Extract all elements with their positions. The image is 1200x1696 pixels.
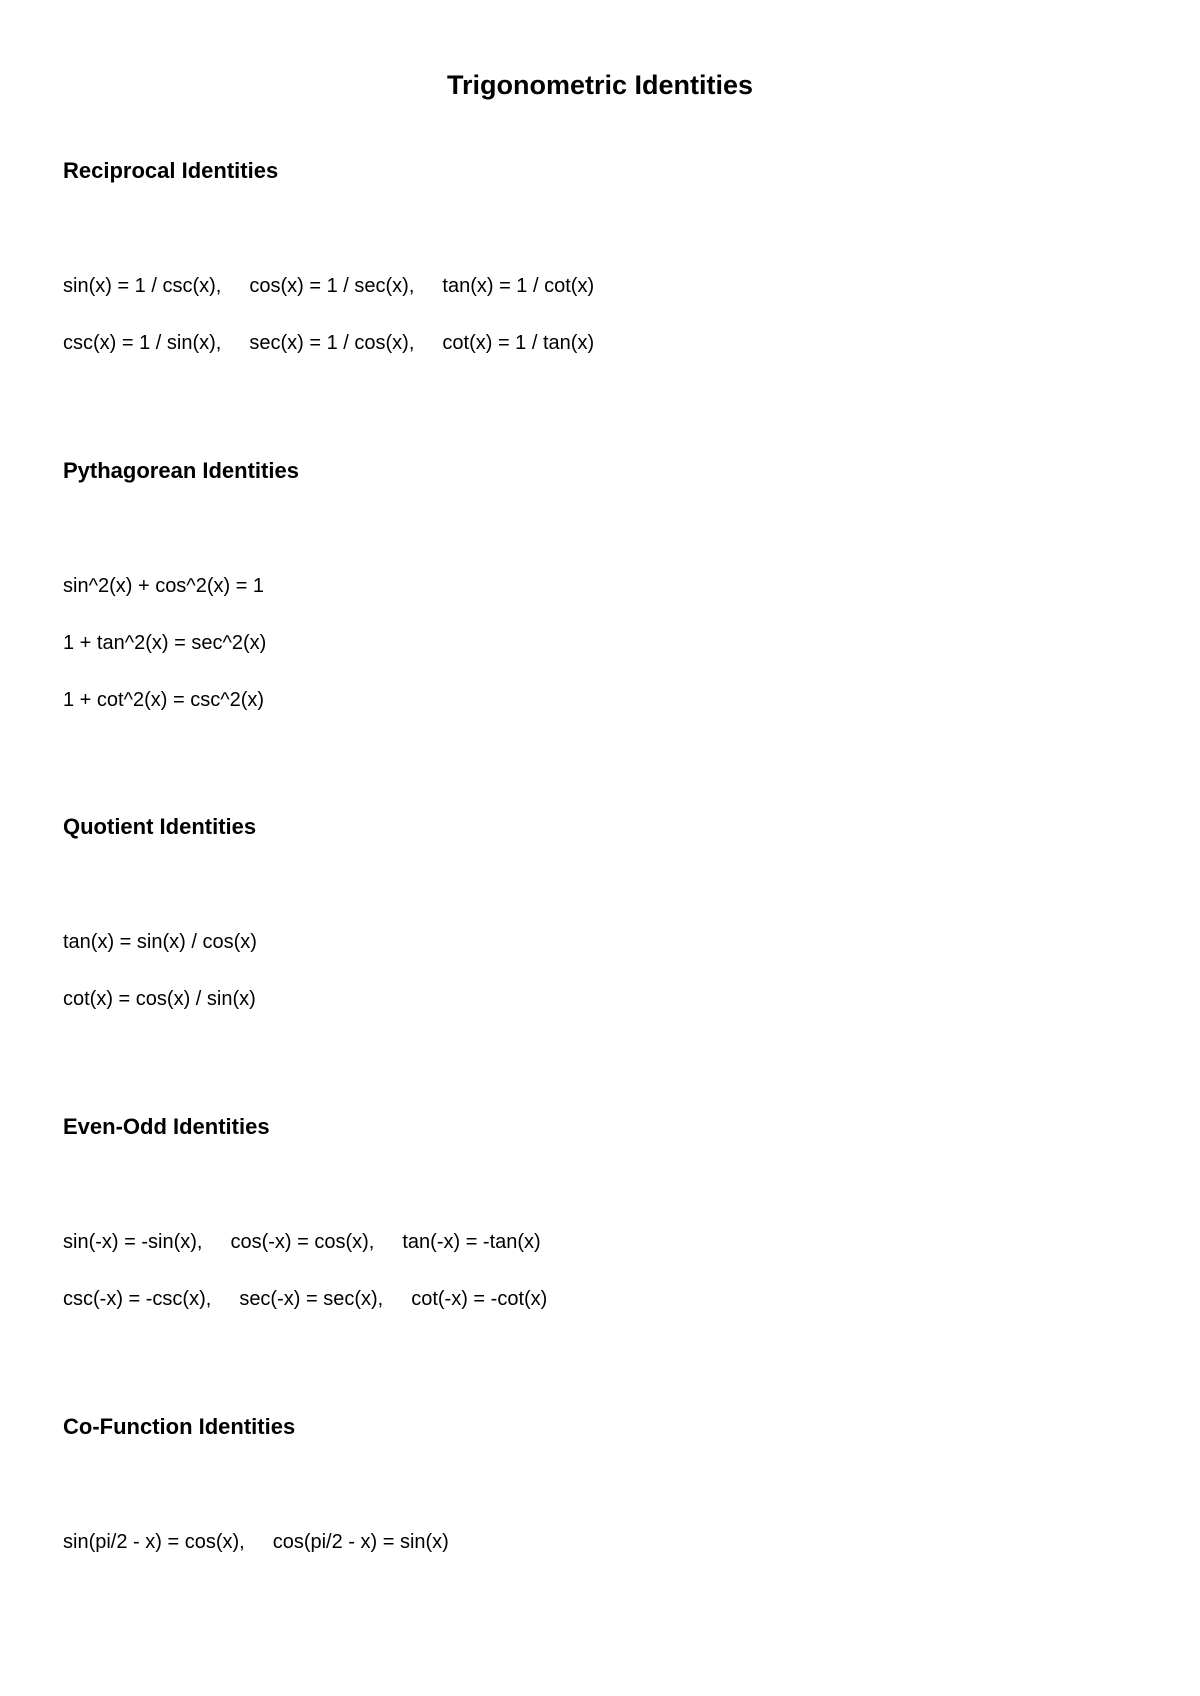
formula-term: sin(-x) = -sin(x), [63, 1231, 203, 1253]
formula-list [63, 1229, 1143, 1312]
formula-term: cot(x) = cos(x) / sin(x) [63, 988, 256, 1010]
formula-term: cos(pi/2 - x) = sin(x) [272, 1531, 449, 1553]
formula-term: cos(-x) = cos(x), [230, 1231, 375, 1253]
section-heading: Reciprocal Identities [63, 158, 279, 183]
formula-line [63, 687, 1143, 713]
formula-term: cot(x) = 1 / tan(x) [442, 332, 595, 354]
formula-term: sec(-x) = sec(x), [239, 1288, 384, 1310]
formula-term: csc(x) = 1 / sin(x), [63, 332, 222, 354]
section-pythagorean-identities [63, 457, 1143, 713]
formula-term: cot(-x) = -cot(x) [411, 1288, 548, 1310]
formula-line [63, 1286, 1143, 1312]
formula-term: sin(pi/2 - x) = cos(x), [63, 1531, 245, 1553]
formula-list [63, 573, 1143, 713]
section-heading: Quotient Identities [63, 814, 257, 839]
page-title: Trigonometric Identities [446, 70, 754, 100]
section-co-function-identities [63, 1413, 1143, 1555]
formula-line [63, 929, 1143, 955]
formula-line [63, 330, 1143, 356]
formula-line [63, 573, 1143, 599]
formula-term: cos(x) = 1 / sec(x), [249, 275, 415, 297]
section-heading: Co-Function Identities [63, 1414, 296, 1439]
formula-term: sin^2(x) + cos^2(x) = 1 [63, 575, 265, 597]
formula-line [63, 986, 1143, 1012]
formula-list [63, 929, 1143, 1012]
formula-term: sin(x) = 1 / csc(x), [63, 275, 222, 297]
formula-line [63, 630, 1143, 656]
formula-term: tan(x) = 1 / cot(x) [442, 275, 595, 297]
formula-term: tan(x) = sin(x) / cos(x) [63, 931, 257, 953]
formula-term: sec(x) = 1 / cos(x), [249, 332, 415, 354]
formula-list [63, 273, 1143, 356]
formula-term: csc(-x) = -csc(x), [63, 1288, 212, 1310]
formula-term: tan(-x) = -tan(x) [402, 1231, 541, 1253]
formula-line [63, 1529, 1143, 1555]
formula-line [63, 273, 1143, 299]
formula-list [63, 1529, 1143, 1555]
section-even-odd-identities [63, 1113, 1143, 1312]
section-heading: Even-Odd Identities [63, 1114, 270, 1139]
formula-line [63, 1229, 1143, 1255]
formula-term: 1 + tan^2(x) = sec^2(x) [63, 632, 267, 654]
formula-term: 1 + cot^2(x) = csc^2(x) [63, 689, 265, 711]
section-quotient-identities [63, 813, 1143, 1012]
section-heading: Pythagorean Identities [63, 458, 299, 483]
section-reciprocal-identities [63, 157, 1143, 356]
